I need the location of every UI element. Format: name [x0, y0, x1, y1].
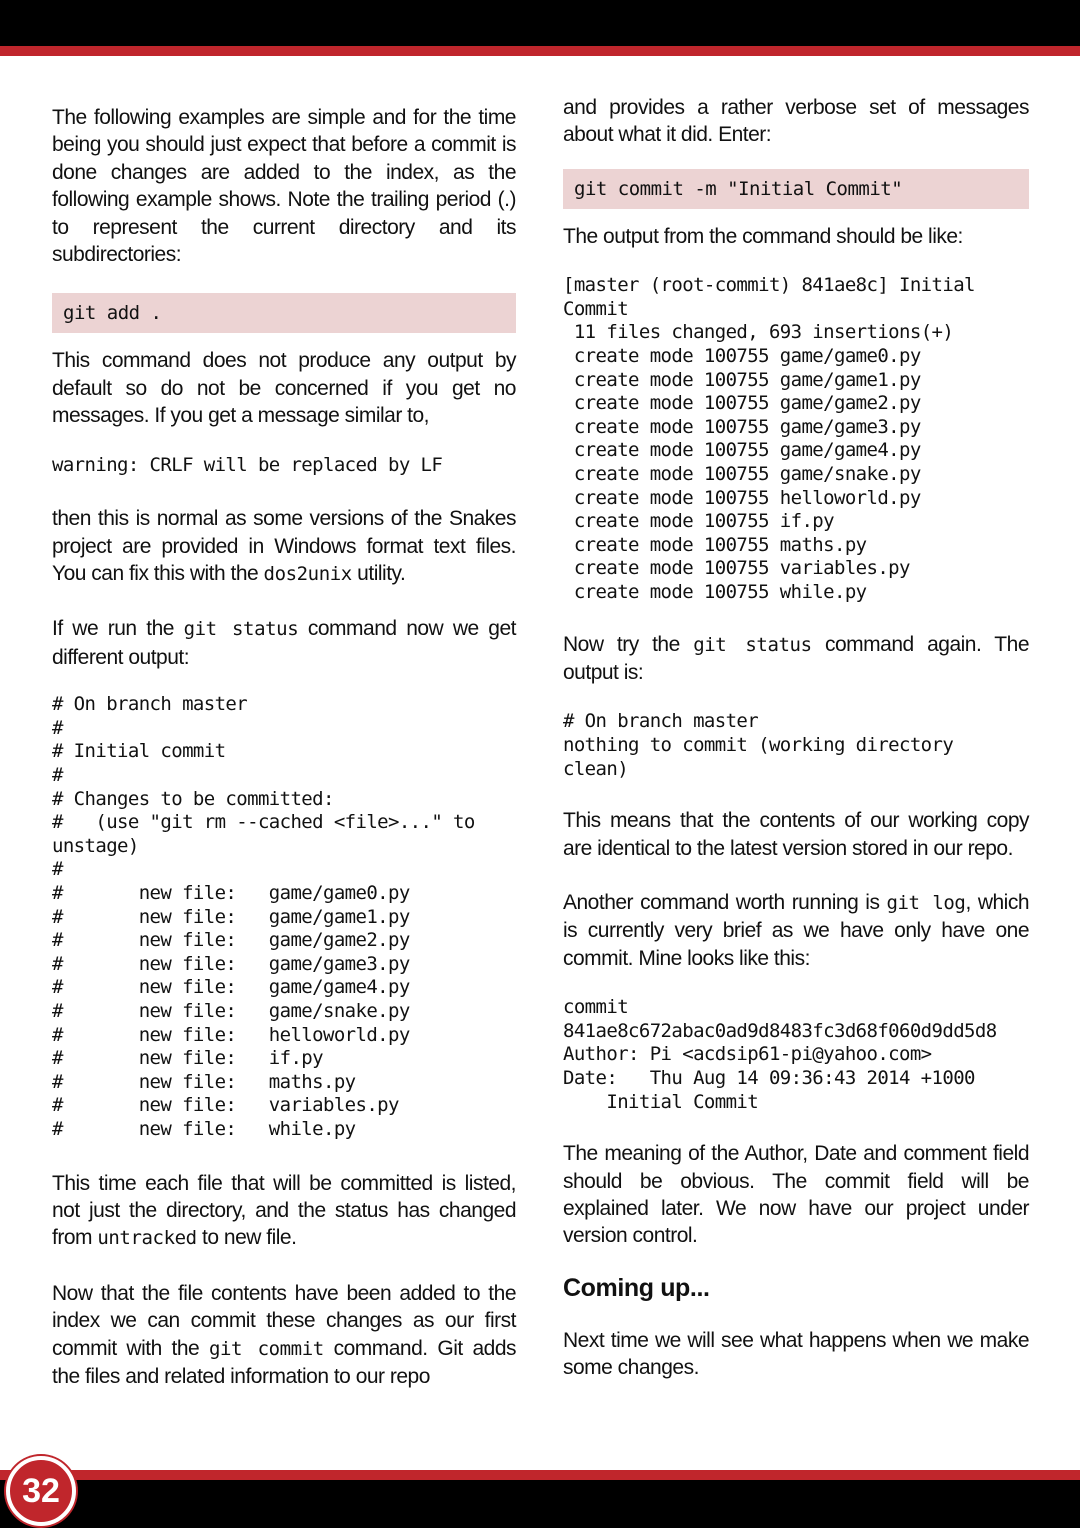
- text: , which is currently very brief as we have only have one commit. Mine looks like this:: [563, 890, 1030, 970]
- text: command. Git adds the files and related information to our repo: [52, 1336, 516, 1388]
- paragraph-git-log: [563, 889, 1029, 972]
- left-column: [52, 96, 516, 1390]
- paragraph-commit-intro: [52, 1280, 516, 1391]
- bottom-bar: [0, 1480, 1080, 1528]
- text: to new file.: [196, 1226, 297, 1250]
- paragraph-try-status: [563, 631, 1029, 687]
- text: command now we get different output:: [52, 617, 517, 669]
- paragraph-output-like: The output from the command should be like:: [563, 224, 963, 248]
- inline-code-git-commit: git commit: [208, 1337, 324, 1360]
- code-log-output: commit 841ae8c672abac0ad9d8483fc3d68f060d9dd5d8 Author: Pi <acdsip61-pi@yahoo.com> Date: Thu Aug 14 09:36:43 2014 +1000 Initial Commit: [563, 996, 997, 1113]
- paragraph-intro: The following examples are simple and for the time being you should just expect that before a commit is done changes are added to the index, as the following example shows. Note the trailing period (.) to represent the current directory and its subdirectories:: [52, 106, 516, 267]
- top-bar: [0, 0, 1080, 46]
- paragraph-git-status: [52, 615, 516, 671]
- paragraph-no-output: This command does not produce any output by default so do not be concerned if you get no messages. If you get a message similar to,: [52, 349, 516, 428]
- text: then this is normal as some versions of the Snakes project are provided in Windows format text files. You can fix this with the: [52, 507, 516, 586]
- page-number-badge: 32: [6, 1456, 76, 1526]
- text: utility.: [351, 562, 406, 586]
- code-warning: warning: CRLF will be replaced by LF: [52, 453, 443, 476]
- paragraph-meaning: The meaning of the Author, Date and comment field should be obvious. The commit field will be explained later. We now have our project under version control.: [563, 1142, 1029, 1248]
- text: Another command worth running is: [563, 890, 887, 914]
- paragraph-each-file: [52, 1170, 516, 1253]
- text: This time each file that will be committed is listed, not just the directory, and the status has changed from: [52, 1171, 516, 1250]
- inline-code-git-status: git status: [183, 618, 299, 641]
- paragraph-crlf: [52, 505, 516, 588]
- heading-coming-up: Coming up...: [563, 1273, 710, 1302]
- paragraph-next-time: Next time we will see what happens when we make some changes.: [563, 1328, 1029, 1380]
- text: command again. The output is:: [563, 632, 1029, 684]
- code-status-output: # On branch master # # Initial commit # # Changes to be committed: # (use "git rm --cached <file>..." to unstage) # # new file: game/game0.py # new file: game/game1.py # new file: game/game2.py # new file: game/game3.py # new file: game/game4.py # new file: game/snake.py # new file: helloworld.py # new file: if.py # new file: maths.py # new file: variables.py # new file: while.py: [52, 693, 475, 1140]
- code-git-commit: git commit -m "Initial Commit": [563, 169, 1029, 209]
- inline-code-untracked: untracked: [97, 1227, 197, 1250]
- text: Now try the: [563, 632, 694, 656]
- code-commit-output: [master (root-commit) 841ae8c] Initial Commit 11 files changed, 693 insertions(+) create mode 100755 game/game0.py create mode 100755 game/game1.py create mode 100755 game/game2.py create mode 100755 game/game3.py create mode 100755 game/game4.py create mode 100755 game/snake.py create mode 100755 helloworld.py create mode 100755 if.py create mode 100755 maths.py create mode 100755 variables.py create mode 100755 while.py: [563, 274, 975, 603]
- text: Now that the file contents have been added to the index we can commit these changes as our first commit with the: [52, 1281, 516, 1360]
- bottom-stripe: [0, 1470, 1080, 1480]
- inline-code-git-log: git log: [886, 891, 966, 914]
- inline-code-git-status-2: git status: [693, 633, 812, 656]
- inline-code-dos2unix: dos2unix: [263, 563, 352, 586]
- code-status-output-2: # On branch master nothing to commit (working directory clean): [563, 710, 954, 780]
- paragraph-identical: This means that the contents of our working copy are identical to the latest version stored in our repo.: [563, 809, 1029, 860]
- top-stripe: [0, 46, 1080, 56]
- text: If we run the: [52, 617, 184, 641]
- paragraph-verbose: and provides a rather verbose set of messages about what it did. Enter:: [563, 96, 1029, 147]
- code-git-add: git add .: [52, 293, 516, 333]
- right-column: [563, 96, 1029, 1382]
